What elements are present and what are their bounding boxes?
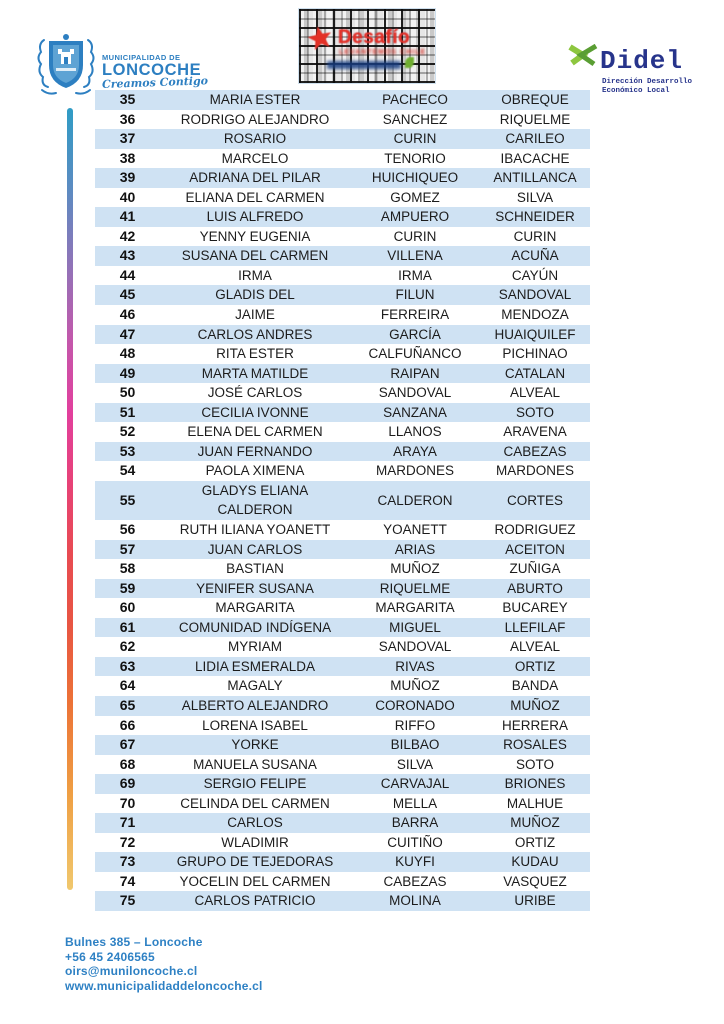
table-cell-second: ZUÑIGA: [509, 561, 561, 577]
table-cell-sur: IRMA: [398, 267, 432, 283]
table-cell-second: SOTO: [515, 756, 554, 772]
footer-email: oirs@muniloncoche.cl: [65, 964, 198, 979]
footer-address: Bulnes 385 – Loncoche: [65, 935, 203, 949]
table-row: [95, 149, 590, 169]
table-cell-first: CARLOS ANDRES: [160, 325, 350, 345]
table-cell-second: MARDONES: [495, 463, 574, 479]
table-cell-sur: PACHECO: [350, 90, 480, 110]
table-cell-num: 55: [95, 481, 160, 520]
table-cell-second: URIBE: [480, 891, 590, 911]
table-cell-first: GLADIS DEL: [160, 285, 350, 305]
table-cell-second: OBREQUE: [480, 90, 590, 110]
table-cell-num: 50: [119, 384, 136, 401]
table-cell-first: MANUELA SUSANA: [193, 756, 317, 772]
table-cell-first: CELINDA DEL CARMEN: [180, 795, 330, 811]
table-cell-first: JUAN FERNANDO: [160, 442, 350, 462]
table-cell-sur: CURIN: [393, 228, 437, 244]
table-cell-first: MARGARITA: [215, 600, 295, 616]
table-row: [95, 110, 590, 130]
table-cell-second: CATALAN: [480, 364, 590, 384]
table-cell-second: ALVEAL: [509, 385, 561, 401]
table-cell-first: MYRIAM: [228, 639, 282, 655]
table-cell-second: CARILEO: [480, 129, 590, 149]
center-logo-title: Desafío: [338, 27, 411, 48]
table-row: [95, 657, 590, 677]
table-row: [95, 383, 590, 403]
table-cell-num: 56: [119, 521, 136, 538]
table-cell-second: SILVA: [516, 189, 554, 205]
table-row: [95, 188, 590, 208]
table-cell-sur: CORONADO: [350, 696, 480, 716]
table-cell-sur: RIQUELME: [350, 579, 480, 599]
table-row: [95, 813, 590, 833]
table-cell-first: ELIANA DEL CARMEN: [185, 189, 325, 205]
table-row: [95, 403, 590, 423]
table-cell-num: 66: [119, 716, 136, 733]
municipality-logo: [34, 32, 208, 98]
table-cell-num: 39: [95, 168, 160, 188]
table-cell-first: CARLOS PATRICIO: [160, 891, 350, 911]
center-logo-tagline-bar: [327, 61, 401, 69]
didel-chevrons-icon: [568, 44, 598, 68]
table-cell-num: 61: [95, 618, 160, 638]
table-cell-num: 51: [95, 403, 160, 423]
table-row: [95, 852, 590, 872]
table-cell-second: ORTIZ: [480, 657, 590, 677]
table-cell-first: JUAN CARLOS: [160, 540, 350, 560]
table-row: [95, 559, 590, 579]
table-cell-sur: RAIPAN: [350, 364, 480, 384]
table-cell-second: CORTES: [480, 481, 590, 520]
table-cell-num: 65: [95, 696, 160, 716]
table-cell-num: 60: [119, 599, 136, 616]
table-cell-sur: YOANETT: [383, 522, 447, 538]
table-cell-num: 53: [95, 442, 160, 462]
table-row: [95, 598, 590, 618]
table-cell-sur: RIFFO: [394, 717, 436, 733]
table-cell-sur: GARCÍA: [350, 325, 480, 345]
table-row: [95, 325, 590, 345]
table-cell-first: SERGIO FELIPE: [160, 774, 350, 794]
table-cell-first: COMUNIDAD INDÍGENA: [160, 618, 350, 638]
gradient-accent-bar: [67, 108, 73, 890]
table-cell-first: YENIFER SUSANA: [160, 579, 350, 599]
table-cell-second: ORTIZ: [514, 834, 556, 850]
table-cell-sur: MELLA: [392, 795, 438, 811]
table-cell-second: SANDOVAL: [480, 285, 590, 305]
table-cell-first: LUIS ALFREDO: [160, 207, 350, 227]
table-cell-num: 67: [95, 735, 160, 755]
table-cell-first: JOSÉ CARLOS: [207, 385, 303, 401]
table-cell-num: 45: [95, 285, 160, 305]
table-cell-num: 42: [119, 227, 136, 244]
table-cell-sur: HUICHIQUEO: [350, 168, 480, 188]
table-cell-second: ARAVENA: [503, 424, 567, 440]
table-cell-first: SUSANA DEL CARMEN: [160, 246, 350, 266]
table-cell-first: CECILIA IVONNE: [160, 403, 350, 423]
municipality-name-small: MUNICIPALIDAD DE: [102, 52, 181, 62]
table-row: [95, 246, 590, 266]
table-cell-sur: MIGUEL: [350, 618, 480, 638]
table-cell-second: RIQUELME: [499, 111, 571, 127]
table-cell-num: 44: [119, 266, 136, 283]
table-row: [95, 227, 590, 247]
table-cell-sur: ARAYA: [350, 442, 480, 462]
table-row: [95, 618, 590, 638]
table-cell-first: MARTA MATILDE: [160, 364, 350, 384]
table-cell-sur: AMPUERO: [350, 207, 480, 227]
table-row: [95, 481, 590, 520]
table-cell-first: BASTIAN: [226, 561, 284, 577]
table-cell-num: 73: [95, 852, 160, 872]
table-row: [95, 129, 590, 149]
table-cell-sur: MUÑOZ: [390, 561, 440, 577]
table-cell-second: LLEFILAF: [480, 618, 590, 638]
table-cell-sur: RIVAS: [350, 657, 480, 677]
table-cell-second: BRIONES: [480, 774, 590, 794]
table-cell-second: MUÑOZ: [480, 696, 590, 716]
table-cell-second: MUÑOZ: [480, 813, 590, 833]
table-cell-first: ELENA DEL CARMEN: [187, 424, 323, 440]
table-cell-num: 74: [119, 872, 136, 889]
table-row: [95, 696, 590, 716]
table-cell-sur: FILUN: [350, 285, 480, 305]
table-cell-second: BUCAREY: [502, 600, 568, 616]
table-cell-second: HERRERA: [501, 717, 568, 733]
table-row: [95, 90, 590, 110]
table-row: [95, 285, 590, 305]
table-cell-sur: KUYFI: [350, 852, 480, 872]
table-cell-first: GLADYS ELIANA CALDERON: [160, 481, 350, 520]
table-row: [95, 774, 590, 794]
table-cell-sur: MOLINA: [350, 891, 480, 911]
table-cell-num: 37: [95, 129, 160, 149]
table-cell-num: 52: [119, 423, 136, 440]
table-cell-sur: GOMEZ: [390, 189, 440, 205]
table-row: [95, 540, 590, 560]
table-cell-num: 58: [119, 560, 136, 577]
didel-name: Didel: [600, 46, 684, 76]
table-cell-sur: SANZANA: [350, 403, 480, 423]
municipality-slogan: Creamos Contigo: [101, 73, 209, 91]
table-cell-num: 69: [95, 774, 160, 794]
table-cell-num: 72: [119, 833, 136, 850]
table-cell-num: 41: [95, 207, 160, 227]
table-cell-second: ACUÑA: [480, 246, 590, 266]
municipality-name: LONCOCHE: [102, 60, 202, 79]
table-cell-first: YOCELIN DEL CARMEN: [179, 873, 331, 889]
table-cell-first: IRMA: [238, 267, 272, 283]
table-cell-sur: CUITIÑO: [387, 834, 443, 850]
table-cell-sur: CALDERON: [350, 481, 480, 520]
table-cell-num: 47: [95, 325, 160, 345]
table-row: [95, 168, 590, 188]
table-row: [95, 305, 590, 325]
table-cell-first: LIDIA ESMERALDA: [160, 657, 350, 677]
table-cell-second: ALVEAL: [509, 639, 561, 655]
table-cell-second: RODRIGUEZ: [494, 522, 576, 538]
table-row: [95, 891, 590, 911]
table-cell-sur: MARGARITA: [375, 600, 455, 616]
table-cell-first: WLADIMIR: [221, 834, 289, 850]
table-cell-sur: SANDOVAL: [378, 639, 452, 655]
table-cell-num: 46: [119, 306, 136, 323]
leaf-icon: [405, 57, 414, 68]
table-cell-sur: CURIN: [350, 129, 480, 149]
table-cell-num: 59: [95, 579, 160, 599]
table-cell-num: 35: [95, 90, 160, 110]
table-cell-second: SCHNEIDER: [480, 207, 590, 227]
table-row: [95, 520, 590, 540]
table-cell-second: KUDAU: [480, 852, 590, 872]
table-row: [95, 207, 590, 227]
table-cell-second: BANDA: [511, 678, 559, 694]
table-cell-first: RITA ESTER: [216, 346, 294, 362]
table-row: [95, 755, 590, 775]
table-cell-sur: CARVAJAL: [350, 774, 480, 794]
table-cell-sur: CALFUÑANCO: [368, 346, 462, 362]
table-row: [95, 833, 590, 853]
roster-body: [95, 90, 590, 911]
table-cell-num: 48: [119, 345, 136, 362]
table-cell-second: VASQUEZ: [503, 873, 567, 889]
table-cell-num: 43: [95, 246, 160, 266]
table-cell-sur: VILLENA: [350, 246, 480, 266]
roster-table: [95, 90, 590, 911]
table-cell-num: 75: [95, 891, 160, 911]
table-cell-num: 38: [119, 149, 136, 166]
table-cell-sur: BILBAO: [350, 735, 480, 755]
table-cell-sur: TENORIO: [384, 150, 446, 166]
footer-website: www.municipalidaddeloncoche.cl: [65, 978, 263, 993]
table-cell-sur: CABEZAS: [383, 873, 447, 889]
table-cell-num: 62: [119, 638, 136, 655]
table-cell-sur: SANDOVAL: [378, 385, 452, 401]
table-cell-first: ADRIANA DEL PILAR: [160, 168, 350, 188]
center-logo-corrupted: [299, 9, 435, 83]
table-cell-second: CURIN: [513, 228, 557, 244]
table-cell-num: 71: [95, 813, 160, 833]
table-row: [95, 422, 590, 442]
table-cell-second: ROSALES: [480, 735, 590, 755]
table-row: [95, 794, 590, 814]
table-cell-first: MARIA ESTER: [160, 90, 350, 110]
footer-phone: +56 45 2406565: [65, 949, 155, 964]
table-cell-first: YORKE: [160, 735, 350, 755]
table-cell-first: YENNY EUGENIA: [199, 228, 311, 244]
table-row: [95, 442, 590, 462]
table-row: [95, 637, 590, 657]
table-cell-sur: MARDONES: [375, 463, 454, 479]
table-cell-second: PICHINAO: [502, 346, 568, 362]
footer-contact: [65, 935, 263, 993]
table-cell-num: 70: [119, 794, 136, 811]
table-row: [95, 579, 590, 599]
table-cell-num: 40: [119, 188, 136, 205]
table-cell-first: ALBERTO ALEJANDRO: [160, 696, 350, 716]
table-row: [95, 716, 590, 736]
table-cell-first: JAIME: [235, 307, 275, 323]
table-cell-first: CARLOS: [160, 813, 350, 833]
table-cell-num: 57: [95, 540, 160, 560]
table-cell-second: IBACACHE: [500, 150, 570, 166]
table-cell-second: MENDOZA: [501, 307, 569, 323]
table-row: [95, 676, 590, 696]
table-cell-second: MALHUE: [506, 795, 564, 811]
table-cell-first: LORENA ISABEL: [202, 717, 308, 733]
table-cell-sur: LLANOS: [388, 424, 442, 440]
table-cell-first: RODRIGO ALEJANDRO: [180, 111, 330, 127]
table-cell-second: ABURTO: [480, 579, 590, 599]
table-row: [95, 872, 590, 892]
table-cell-sur: SANCHEZ: [382, 111, 448, 127]
table-cell-num: 36: [119, 110, 136, 127]
table-cell-num: 64: [119, 677, 136, 694]
star-icon: [305, 23, 336, 54]
table-cell-second: SOTO: [480, 403, 590, 423]
table-row: [95, 364, 590, 384]
table-cell-first: GRUPO DE TEJEDORAS: [160, 852, 350, 872]
table-cell-sur: BARRA: [350, 813, 480, 833]
table-cell-first: MAGALY: [227, 678, 283, 694]
table-cell-num: 49: [95, 364, 160, 384]
table-cell-num: 63: [95, 657, 160, 677]
municipality-crest-icon: [34, 32, 98, 98]
table-cell-first: PAOLA XIMENA: [205, 463, 305, 479]
table-row: [95, 266, 590, 286]
table-cell-second: ACEITON: [480, 540, 590, 560]
table-cell-second: HUAIQUILEF: [480, 325, 590, 345]
table-cell-sur: ARIAS: [350, 540, 480, 560]
table-row: [95, 461, 590, 481]
table-cell-second: CABEZAS: [480, 442, 590, 462]
didel-subtitle: Dirección Desarrollo Económico Local: [602, 78, 693, 95]
table-cell-sur: FERREIRA: [380, 307, 450, 323]
table-cell-second: CAYÚN: [511, 267, 559, 283]
center-logo-subtitle: LEVANTEMOS CHILE: [339, 49, 427, 56]
table-cell-num: 54: [119, 462, 136, 479]
table-row: [95, 735, 590, 755]
table-cell-first: MARCELO: [221, 150, 289, 166]
table-cell-first: ROSARIO: [160, 129, 350, 149]
table-cell-sur: MUÑOZ: [390, 678, 440, 694]
center-logo-content: [299, 9, 435, 83]
table-cell-first: RUTH ILIANA YOANETT: [179, 522, 331, 538]
table-cell-num: 68: [119, 755, 136, 772]
table-cell-sur: SILVA: [396, 756, 434, 772]
table-row: [95, 344, 590, 364]
table-cell-second: ANTILLANCA: [480, 168, 590, 188]
